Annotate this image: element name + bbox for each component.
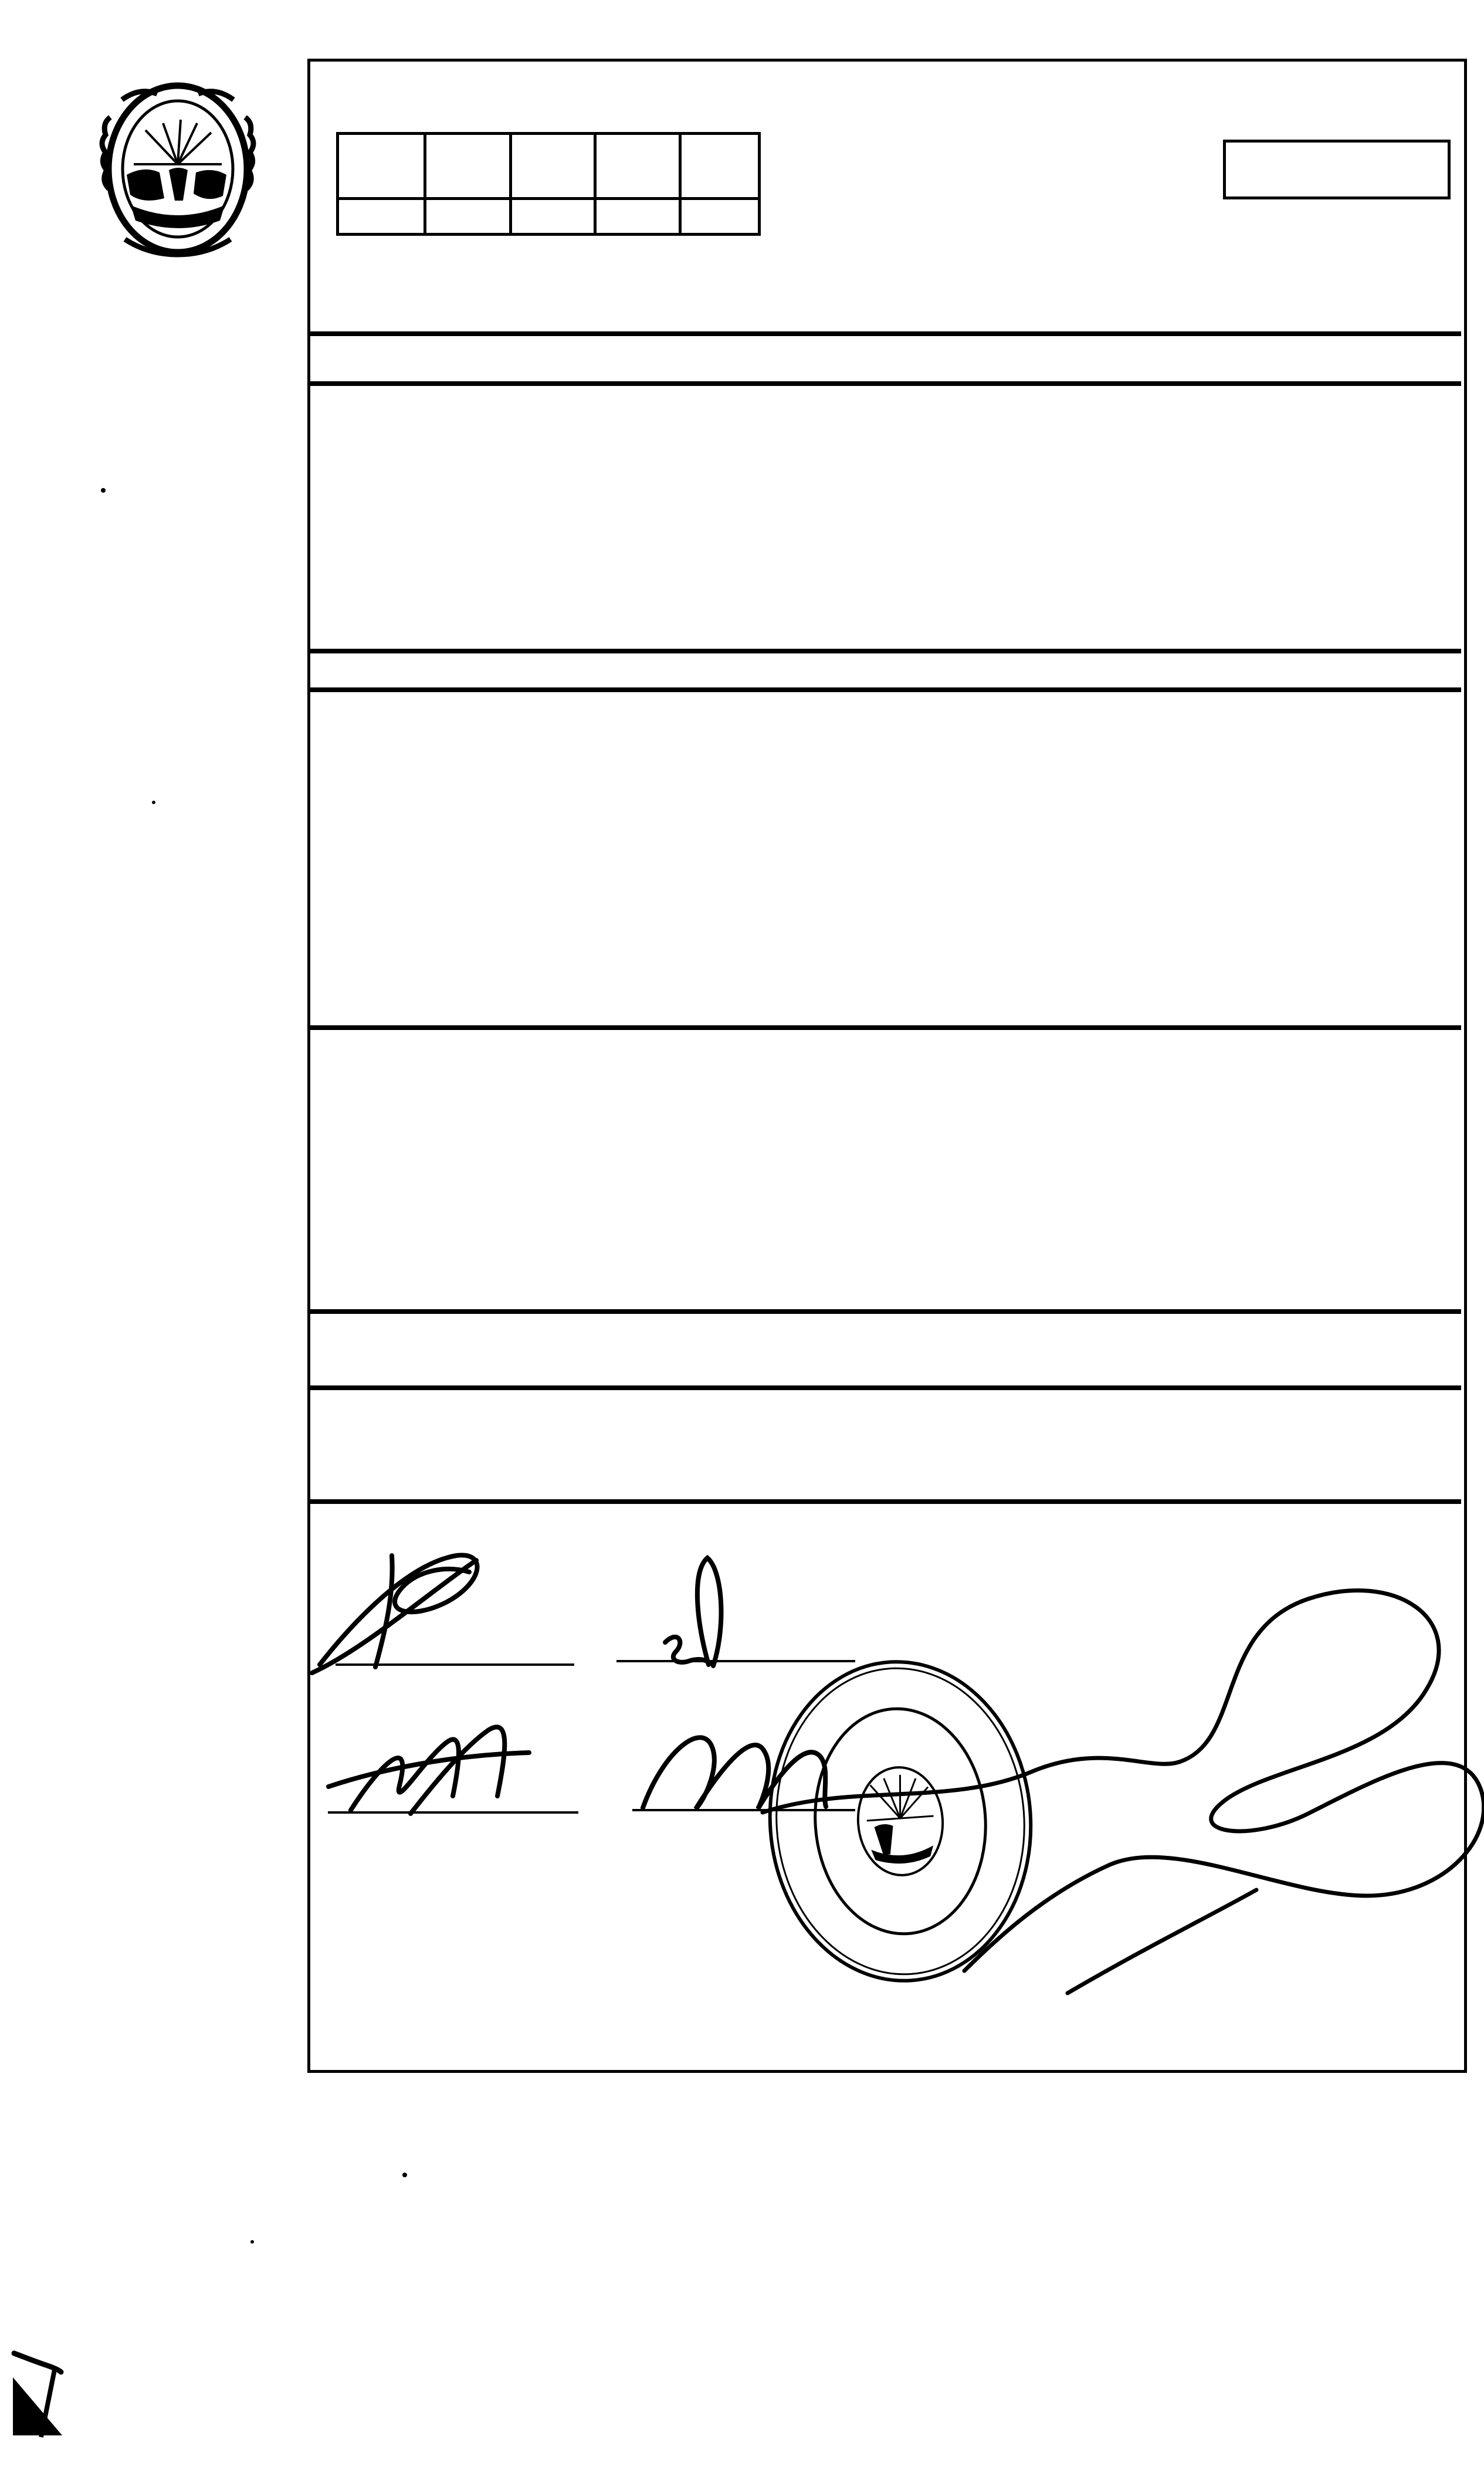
scan-dot — [101, 488, 106, 493]
section-rule — [310, 1025, 1461, 1030]
scan-dot — [250, 2240, 254, 2244]
signature-line-groom — [336, 1663, 574, 1666]
ano-label — [595, 199, 680, 235]
acta-value — [511, 134, 595, 199]
section-rule — [310, 649, 1461, 653]
signature-line-bride — [616, 1660, 855, 1662]
tomo-label — [425, 199, 511, 235]
section-rule — [310, 1385, 1461, 1390]
ano-value — [595, 134, 680, 199]
witnesses-details — [315, 1127, 1459, 1315]
folio-table — [336, 132, 761, 236]
hora-value — [680, 134, 760, 199]
folio-value — [338, 134, 425, 199]
folio-label — [338, 199, 425, 235]
groom-details — [315, 391, 1459, 655]
scan-artifact-marks — [13, 2353, 62, 2437]
section-rule — [310, 381, 1461, 386]
section-rule — [310, 1499, 1461, 1504]
scan-dot — [402, 2173, 407, 2177]
signature-line-witness1 — [328, 1811, 578, 1814]
acta-label — [511, 199, 595, 235]
act-type-badge — [1223, 140, 1451, 199]
provincia-misiones-seal-icon — [99, 76, 257, 264]
section-rule — [310, 1309, 1461, 1314]
tomo-value — [425, 134, 511, 199]
bride-details — [315, 704, 1459, 1032]
scan-dot — [152, 801, 155, 804]
section-rule — [310, 687, 1461, 692]
section-rule — [310, 331, 1461, 336]
hora-label — [680, 199, 760, 235]
certificate-border — [307, 59, 1467, 2073]
signature-line-witness2 — [632, 1809, 855, 1811]
